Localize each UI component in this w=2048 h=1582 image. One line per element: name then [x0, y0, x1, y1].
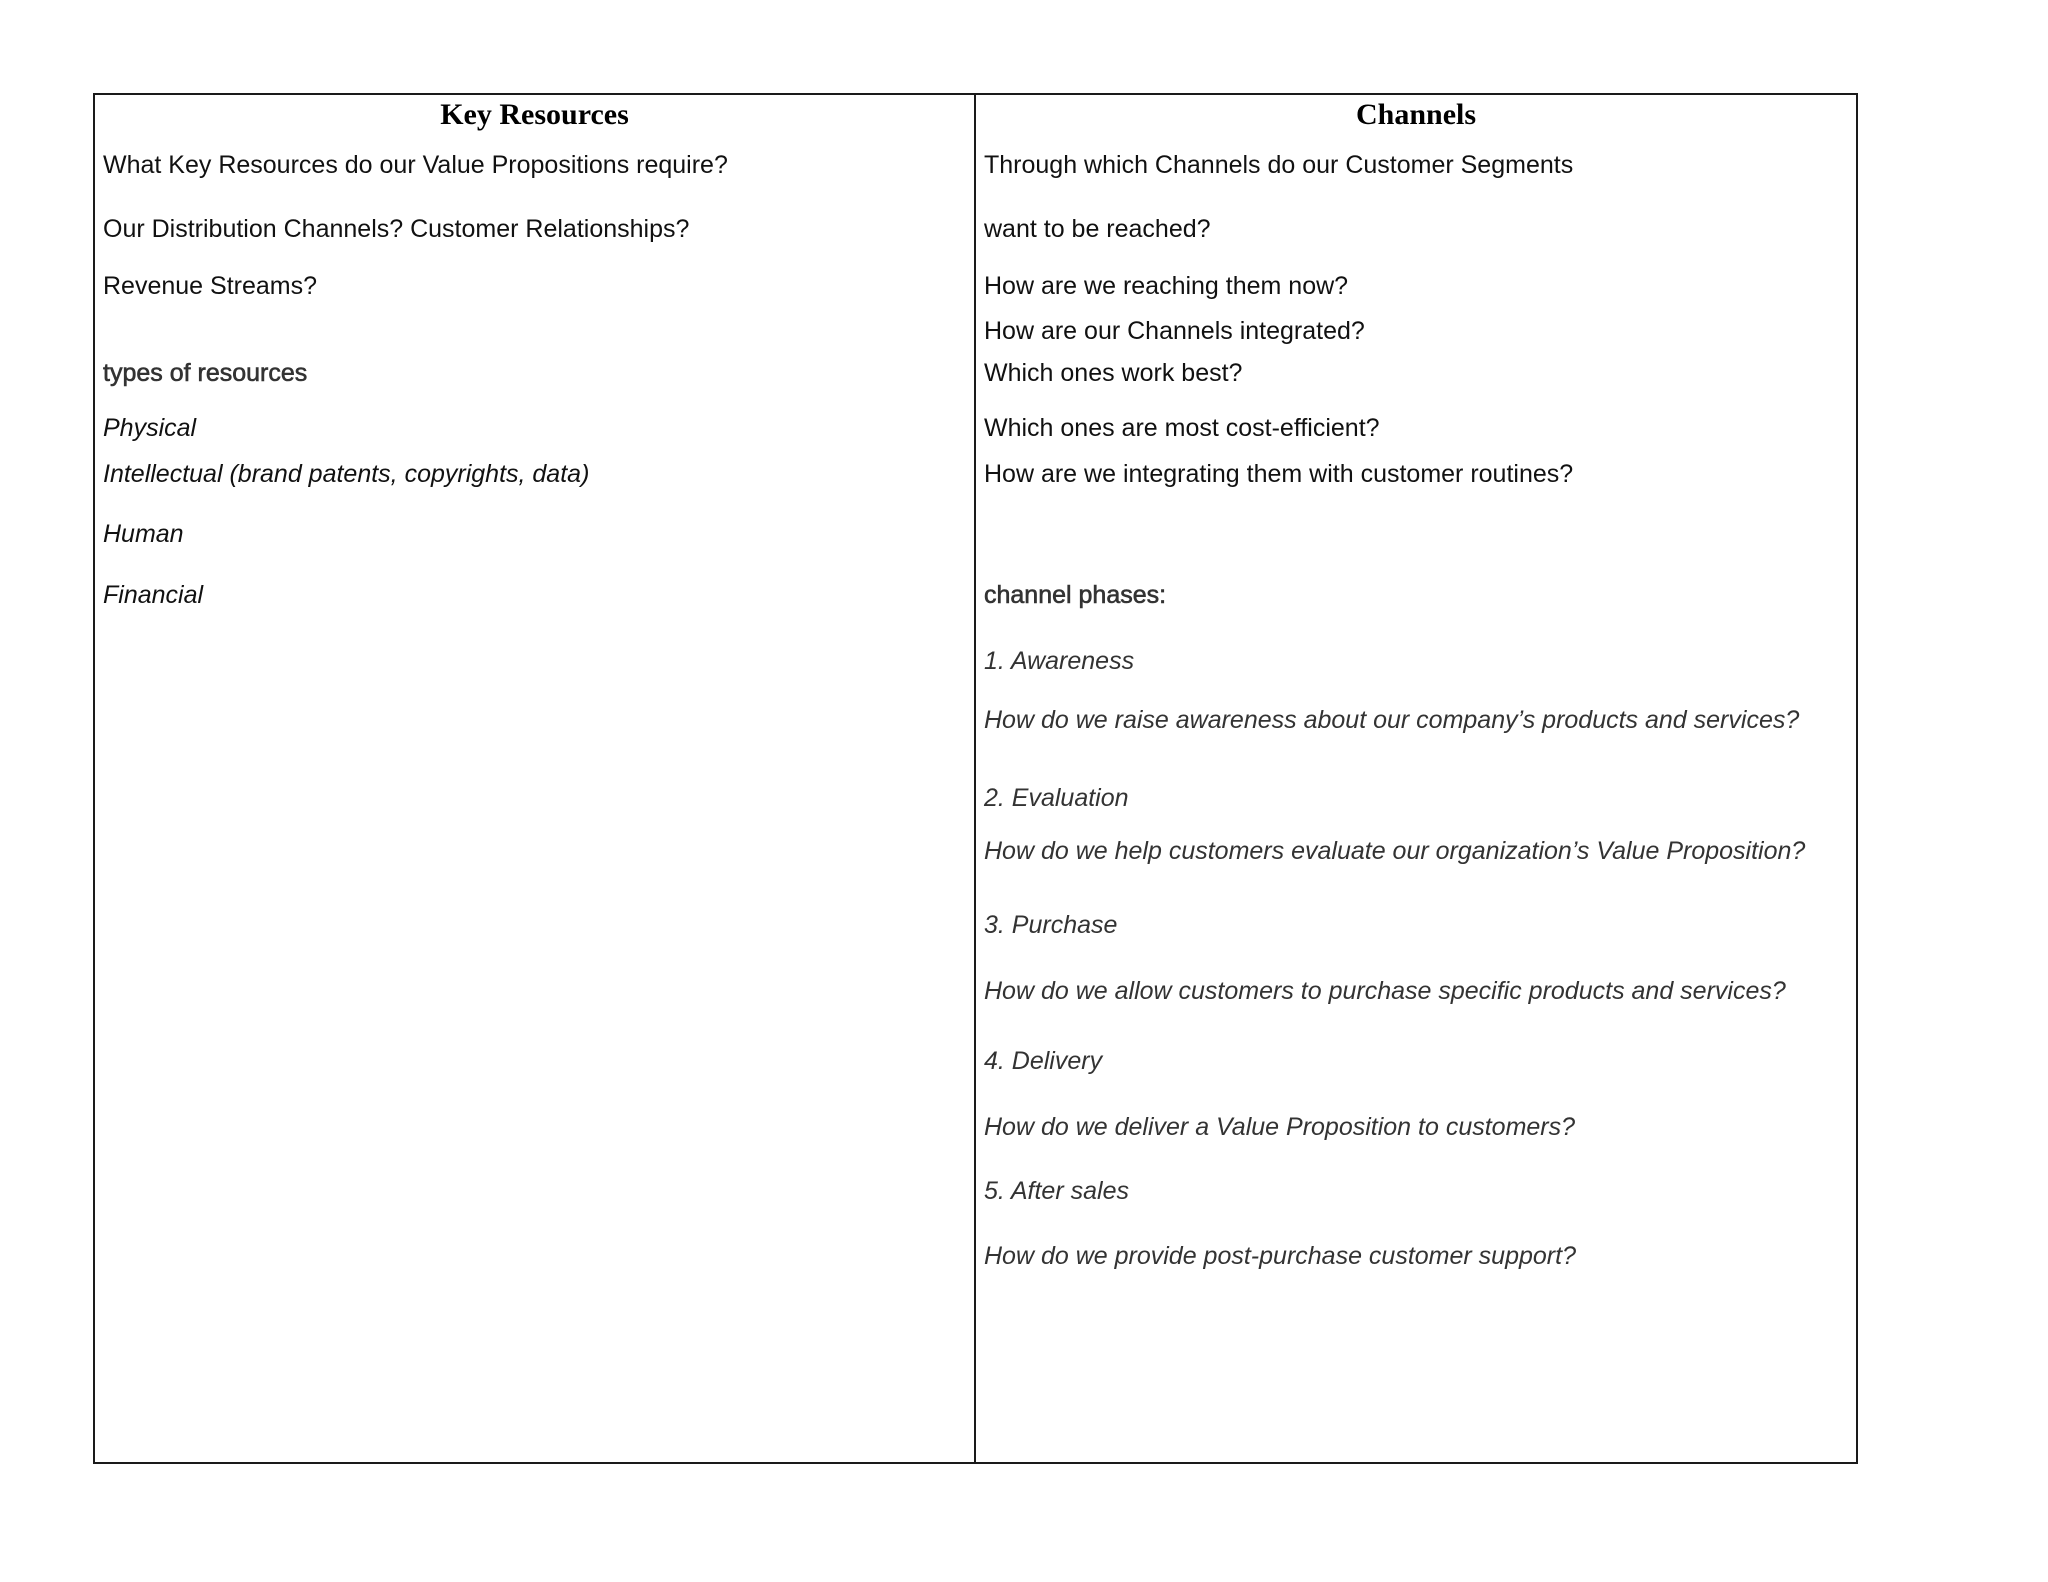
resource-type-intellectual: Intellectual (brand patents, copyrights, data)	[103, 460, 590, 488]
phase-delivery-name: 4. Delivery	[984, 1047, 1103, 1075]
phase-after-sales-name: 5. After sales	[984, 1177, 1129, 1205]
channel-phases-heading: channel phases:	[984, 581, 1167, 609]
key-resources-column	[95, 95, 976, 1462]
phase-purchase-question: How do we allow customers to purchase specific products and services?	[984, 977, 1786, 1005]
channels-question-7: How are we integrating them with customer routines?	[984, 460, 1574, 488]
resource-type-human: Human	[103, 520, 184, 548]
phase-delivery-question: How do we deliver a Value Proposition to customers?	[984, 1113, 1576, 1141]
phase-purchase-name: 3. Purchase	[984, 911, 1118, 939]
key-resources-question-2: Our Distribution Channels? Customer Relationships?	[103, 215, 690, 243]
phase-evaluation-name: 2. Evaluation	[984, 784, 1129, 812]
key-resources-question-3: Revenue Streams?	[103, 272, 318, 300]
channels-question-1: Through which Channels do our Customer Segments	[984, 151, 1574, 179]
key-resources-question-1: What Key Resources do our Value Propositions require?	[103, 151, 728, 179]
types-of-resources-heading: types of resources	[103, 359, 308, 387]
channels-question-5: Which ones work best?	[984, 359, 1243, 387]
channels-question-3: How are we reaching them now?	[984, 272, 1349, 300]
resource-type-financial: Financial	[103, 581, 204, 609]
business-model-table	[93, 93, 1858, 1464]
channels-question-6: Which ones are most cost-efficient?	[984, 414, 1380, 442]
phase-evaluation-question: How do we help customers evaluate our organization’s Value Proposition?	[984, 837, 1806, 865]
phase-after-sales-question: How do we provide post-purchase customer support?	[984, 1242, 1576, 1270]
resource-type-physical: Physical	[103, 414, 197, 442]
phase-awareness-question: How do we raise awareness about our company’s products and services?	[984, 706, 1800, 734]
channels-column	[976, 95, 1856, 1462]
channels-question-4: How are our Channels integrated?	[984, 317, 1365, 345]
phase-awareness-name: 1. Awareness	[984, 647, 1135, 675]
channels-question-2: want to be reached?	[984, 215, 1211, 243]
channels-title: Channels	[1355, 98, 1477, 131]
key-resources-title: Key Resources	[440, 98, 629, 131]
